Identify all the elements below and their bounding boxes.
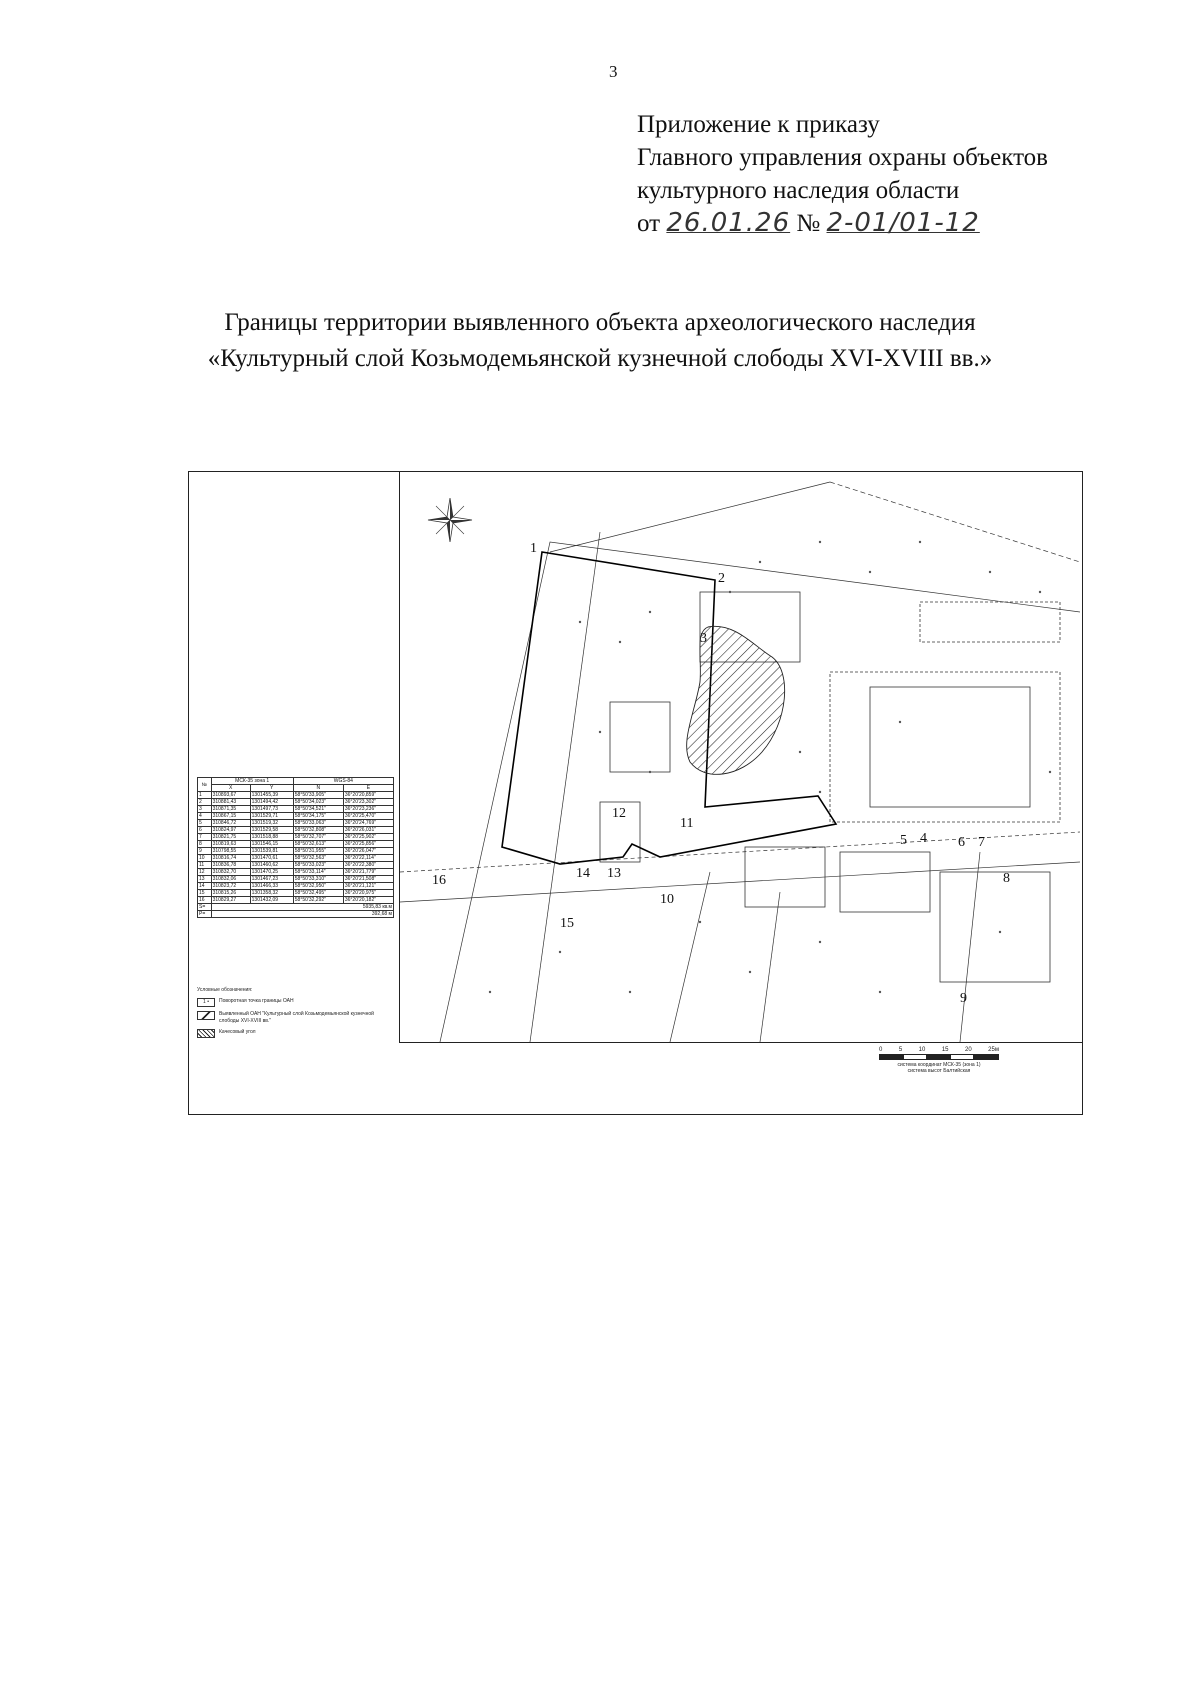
point-label: 5	[900, 833, 907, 848]
order-reference	[637, 207, 1048, 240]
scale-bar-graphic	[879, 1054, 999, 1060]
scale-bar	[879, 1047, 999, 1074]
scale-tick: 15	[941, 1047, 949, 1053]
scale-tick: 5	[898, 1047, 903, 1053]
table-cell: 1301466,33	[250, 883, 293, 890]
table-cell: 36°20'25,856"	[343, 841, 393, 848]
header-line-1: Приложение к приказу	[637, 111, 880, 138]
table-row	[198, 869, 394, 876]
table-cell: 36°20'24,769"	[343, 820, 393, 827]
coordinate-rows	[198, 792, 394, 904]
page-number: 3	[609, 62, 618, 81]
turning-point-symbol: 1 •	[197, 998, 215, 1007]
table-cell: 2	[198, 799, 212, 806]
table-row	[198, 897, 394, 904]
table-cell: 12	[198, 869, 212, 876]
table-cell: 1301470,25	[250, 869, 293, 876]
table-row	[198, 862, 394, 869]
table-cell: 58°50'32,707"	[293, 834, 343, 841]
legend-text-point: Поворотная точка границы ОАН	[219, 998, 294, 1004]
point-label: 6	[958, 835, 965, 850]
table-cell: 310815,26	[211, 890, 250, 897]
map-frame	[188, 471, 1083, 1115]
table-cell: 16	[198, 897, 212, 904]
table-row	[198, 827, 394, 834]
table-cell: 3	[198, 806, 212, 813]
table-row	[198, 883, 394, 890]
system-2-header: WGS-84	[293, 778, 393, 785]
legend-text-hatch: Качесовый угол	[219, 1029, 256, 1035]
table-row	[198, 848, 394, 855]
table-row	[198, 834, 394, 841]
table-row	[198, 813, 394, 820]
table-cell: 36°20'20,859"	[343, 792, 393, 799]
document-title	[0, 305, 1200, 377]
table-cell: 13	[198, 876, 212, 883]
scale-tick: 10	[918, 1047, 926, 1053]
table-cell: 7	[198, 834, 212, 841]
point-label: 8	[1003, 871, 1010, 886]
table-cell: 1301539,81	[250, 848, 293, 855]
table-cell: 58°50'33,905"	[293, 792, 343, 799]
table-cell: 36°20'21,508"	[343, 876, 393, 883]
compass-rose-icon	[428, 498, 472, 542]
point-label: 2	[718, 571, 725, 586]
table-cell: 58°50'32,613"	[293, 841, 343, 848]
area-label: S=	[198, 904, 212, 911]
order-number-sign: №	[796, 210, 821, 237]
order-date: 26.01.26	[666, 208, 791, 238]
table-cell: 11	[198, 862, 212, 869]
table-cell: 1301529,71	[250, 813, 293, 820]
table-cell: 36°20'25,470"	[343, 813, 393, 820]
point-label: 10	[660, 892, 674, 907]
point-label: 7	[978, 835, 985, 850]
table-row	[198, 820, 394, 827]
table-cell: 36°20'25,902"	[343, 834, 393, 841]
table-cell: 58°50'33,310"	[293, 876, 343, 883]
table-cell: 36°20'22,114"	[343, 855, 393, 862]
coordinate-table	[197, 777, 394, 918]
boundary-symbol	[197, 1011, 215, 1020]
point-label: 12	[612, 806, 626, 821]
table-cell: 1301497,73	[250, 806, 293, 813]
header-line-3: культурного наследия области	[637, 177, 960, 204]
scale-note	[879, 1062, 999, 1074]
table-row	[198, 792, 394, 799]
table-cell: 6	[198, 827, 212, 834]
cultural-layer-boundary	[502, 552, 836, 864]
table-cell: 1301470,61	[250, 855, 293, 862]
title-line-2: «Культурный слой Козьмодемьянской кузнечной слободы XVI-XVIII вв.»	[207, 345, 993, 372]
col-no: №	[198, 778, 212, 792]
point-label: 11	[680, 816, 694, 831]
col-y: Y	[250, 785, 293, 792]
area-value: 5935,83 кв.м	[211, 904, 393, 911]
table-row	[198, 799, 394, 806]
legend-item-boundary	[197, 1011, 392, 1025]
point-label: 13	[607, 866, 621, 881]
table-cell: 310836,78	[211, 862, 250, 869]
table-cell: 58°50'32,950"	[293, 883, 343, 890]
table-cell: 58°50'34,023"	[293, 799, 343, 806]
table-cell: 310832,70	[211, 869, 250, 876]
scale-tick: 25м	[988, 1047, 999, 1053]
table-cell: 310829,27	[211, 897, 250, 904]
table-cell: 1301529,58	[250, 827, 293, 834]
table-row	[198, 876, 394, 883]
area-row	[198, 904, 394, 911]
table-cell: 1301518,88	[250, 834, 293, 841]
table-cell: 58°50'31,955"	[293, 848, 343, 855]
site-plan-drawing	[400, 472, 1082, 1042]
table-cell: 4	[198, 813, 212, 820]
table-cell: 36°20'26,031"	[343, 827, 393, 834]
point-label: 15	[560, 916, 574, 931]
table-cell: 9	[198, 848, 212, 855]
table-row	[198, 890, 394, 897]
legend-text-boundary: Выявленный ОАН "Культурный слой Козьмодемьянской кузнечной слободы XVI-XVIII вв."	[219, 1011, 374, 1024]
hatch-symbol	[197, 1029, 215, 1038]
perimeter-value: 392,68 м	[211, 911, 393, 918]
table-cell: 58°50'32,292"	[293, 897, 343, 904]
table-cell: 310867,15	[211, 813, 250, 820]
table-cell: 310881,43	[211, 799, 250, 806]
order-prefix: от	[637, 210, 661, 237]
table-cell: 310846,72	[211, 820, 250, 827]
point-label: 1	[530, 541, 537, 556]
table-cell: 36°20'22,380"	[343, 862, 393, 869]
table-cell: 15	[198, 890, 212, 897]
table-cell: 310821,75	[211, 834, 250, 841]
point-label: 14	[576, 866, 590, 881]
scale-ticks	[879, 1047, 999, 1053]
header-line-2: Главного управления охраны объектов	[637, 144, 1048, 171]
table-cell: 310819,63	[211, 841, 250, 848]
table-cell: 36°20'26,047"	[343, 848, 393, 855]
table-cell: 58°50'33,023"	[293, 862, 343, 869]
col-lat: N	[293, 785, 343, 792]
table-cell: 58°50'32,808"	[293, 827, 343, 834]
perimeter-row	[198, 911, 394, 918]
table-cell: 310893,67	[211, 792, 250, 799]
point-label: 9	[960, 991, 967, 1006]
table-cell: 1301455,39	[250, 792, 293, 799]
site-plan	[399, 472, 1082, 1043]
table-cell: 310824,97	[211, 827, 250, 834]
table-cell: 8	[198, 841, 212, 848]
buildings	[600, 592, 1060, 982]
point-label: 16	[432, 873, 446, 888]
table-cell: 310832,06	[211, 876, 250, 883]
table-cell: 1301546,15	[250, 841, 293, 848]
table-cell: 1301460,62	[250, 862, 293, 869]
scale-tick: 20	[965, 1047, 972, 1053]
col-x: X	[211, 785, 250, 792]
col-lon: E	[343, 785, 393, 792]
table-cell: 1	[198, 792, 212, 799]
table-cell: 1301467,23	[250, 876, 293, 883]
table-cell: 36°20'23,302"	[343, 799, 393, 806]
table-cell: 310798,55	[211, 848, 250, 855]
table-cell: 310823,72	[211, 883, 250, 890]
title-line-1: Границы территории выявленного объекта археологического наследия	[224, 309, 976, 336]
point-label: 4	[920, 831, 927, 846]
table-cell: 5	[198, 820, 212, 827]
scale-note-line-2: система высот Балтийская	[907, 1068, 971, 1074]
legend-title: Условные обозначения:	[197, 987, 253, 993]
table-cell: 58°50'33,063"	[293, 820, 343, 827]
map-legend	[197, 987, 392, 1038]
order-number: 2-01/01-12	[826, 208, 980, 238]
table-cell: 10	[198, 855, 212, 862]
table-cell: 1301519,32	[250, 820, 293, 827]
table-cell: 14	[198, 883, 212, 890]
table-cell: 310871,35	[211, 806, 250, 813]
table-cell: 310816,74	[211, 855, 250, 862]
table-cell: 58°50'34,521"	[293, 806, 343, 813]
table-cell: 1301494,42	[250, 799, 293, 806]
point-label: 3	[700, 631, 707, 646]
table-cell: 58°50'32,563"	[293, 855, 343, 862]
table-cell: 36°20'20,182"	[343, 897, 393, 904]
table-cell: 36°20'23,236"	[343, 806, 393, 813]
perimeter-label: P=	[198, 911, 212, 918]
table-cell: 58°50'32,495"	[293, 890, 343, 897]
table-cell: 1301432,09	[250, 897, 293, 904]
legend-item-point	[197, 998, 392, 1007]
system-1-header: МСК-35 зона 1	[211, 778, 293, 785]
scale-note-line-1: система координат МСК-35 (зона 1)	[897, 1062, 981, 1068]
table-cell: 36°20'21,779"	[343, 869, 393, 876]
table-row	[198, 855, 394, 862]
order-header	[637, 108, 1048, 240]
table-cell: 1301358,32	[250, 890, 293, 897]
table-cell: 58°50'34,175"	[293, 813, 343, 820]
table-cell: 36°20'20,975"	[343, 890, 393, 897]
table-row	[198, 841, 394, 848]
table-cell: 36°20'21,121"	[343, 883, 393, 890]
table-row	[198, 806, 394, 813]
scale-tick: 0	[879, 1047, 883, 1053]
hatched-area	[687, 626, 785, 774]
table-cell: 58°50'33,114"	[293, 869, 343, 876]
legend-item-hatch	[197, 1029, 392, 1038]
